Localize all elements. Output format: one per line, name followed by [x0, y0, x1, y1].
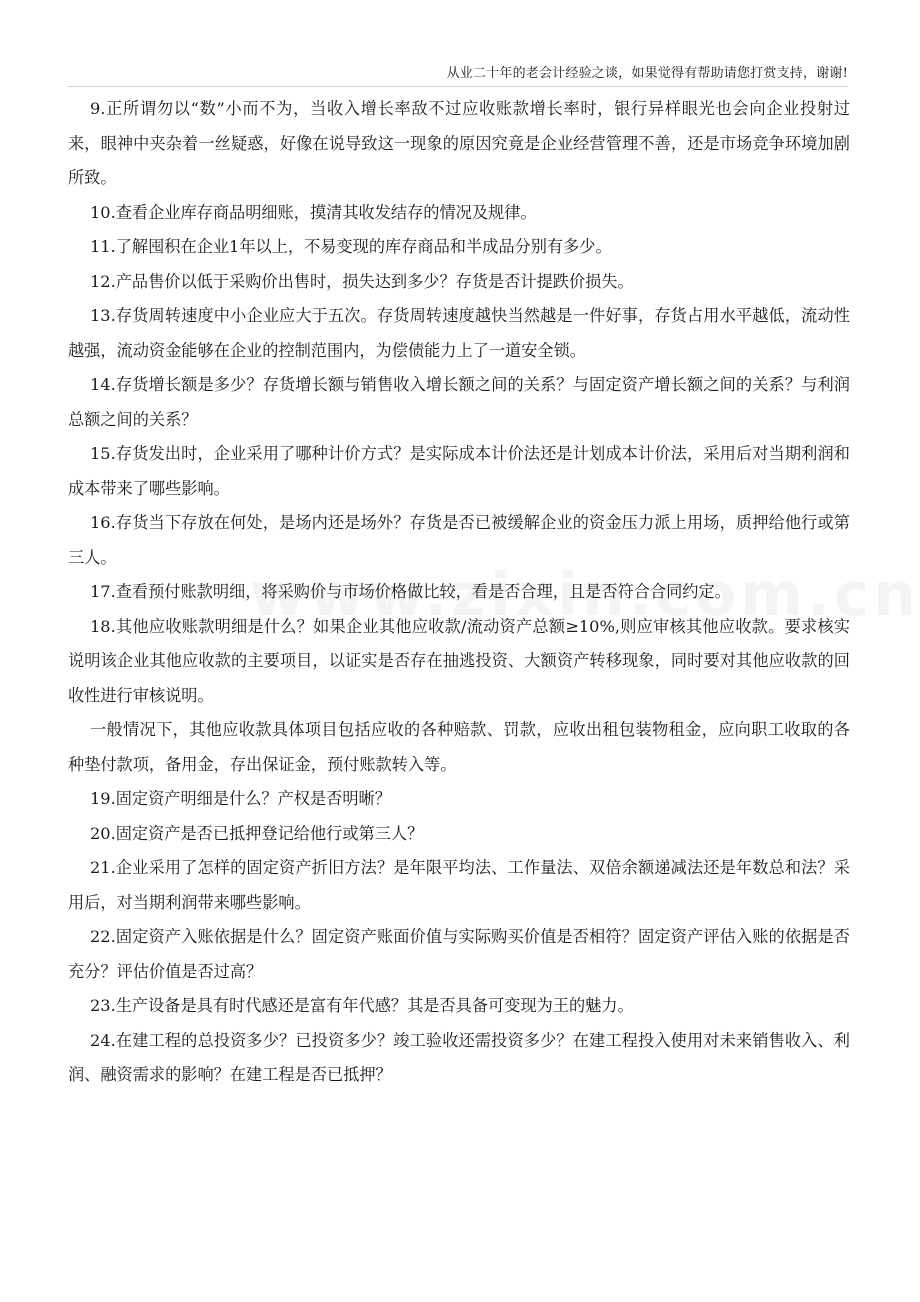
paragraph-17: 17.查看预付账款明细，将采购价与市场价格做比较，看是否合理，且是否符合合同约定。 — [90, 582, 731, 601]
paragraph-24: 24.在建工程的总投资多少？已投资多少？竣工验收还需投资多少？在建工程投入使用对未来销售收入、利润、融资需求的影响？在建工程是否已抵押？ — [68, 1030, 850, 1084]
page-header-slogan: 从业二十年的老会计经验之谈，如果觉得有帮助请您打赏支持，谢谢! — [446, 66, 848, 81]
paragraph-10: 10.查看企业库存商品明细账，摸清其收发结存的情况及规律。 — [90, 202, 537, 222]
paragraph-22: 22.固定资产入账依据是什么？固定资产账面价值与实际购买价值是否相符？固定资产评估入账的依据是否充分？评估价值是否过高？ — [68, 927, 850, 981]
paragraph-14: 14.存货增长额是多少？存货增长额与销售收入增长额之间的关系？与固定资产增长额之间的关系？与利润总额之间的关系？ — [68, 375, 850, 429]
paragraph-20: 20.固定资产是否已抵押登记给他行或第三人？ — [90, 823, 424, 843]
document-body — [68, 92, 850, 1093]
paragraph-13: 13.存货周转速度中小企业应大于五次。存货周转速度越快当然越是一件好事，存货占用水平越低，流动性越强，流动资金能够在企业的控制范围内，为偿债能力上了一道安全锁。 — [68, 306, 850, 360]
header-divider — [68, 86, 848, 87]
paragraph-21: 21.企业采用了怎样的固定资产折旧方法？是年限平均法、工作量法、双倍余额递减法还是年数总和法？采用后，对当期利润带来哪些影响。 — [68, 858, 850, 912]
paragraph-9: 9.正所谓勿以“数”小而不为，当收入增长率敌不过应收账款增长率时，银行异样眼光也会向企业投射过来，眼神中夹杂着一丝疑惑，好像在说导致这一现象的原因究竟是企业经营管理不善，还是市场竞争环境加剧所致。 — [68, 99, 850, 187]
paragraph-18-note: 一般情况下，其他应收款具体项目包括应收的各种赔款、罚款，应收出租包装物租金，应向职工收取的各种垫付款项，备用金，存出保证金，预付账款转入等。 — [68, 720, 850, 774]
paragraph-15: 15.存货发出时，企业采用了哪种计价方式？是实际成本计价法还是计划成本计价法，采用后对当期利润和成本带来了哪些影响。 — [68, 444, 850, 498]
paragraph-12: 12.产品售价以低于采购价出售时，损失达到多少？存货是否计提跌价损失。 — [90, 271, 634, 291]
paragraph-23: 23.生产设备是具有时代感还是富有年代感？其是否具备可变现为王的魅力。 — [90, 996, 634, 1015]
paragraph-18: 18.其他应收账款明细是什么？如果企业其他应收款/流动资产总额≥10%,则应审核其他应收款。要求核实说明该企业其他应收款的主要项目，以证实是否存在抽逃投资、大额资产转移现象，同时要对其他应收款的回收性进行审核说明。 — [68, 616, 850, 705]
paragraph-16: 16.存货当下存放在何处，是场内还是场外？存货是否已被缓解企业的资金压力派上用场，质押给他行或第三人。 — [68, 513, 850, 567]
paragraph-19: 19.固定资产明细是什么？产权是否明晰？ — [90, 789, 391, 808]
paragraph-11: 11.了解囤积在企业1年以上，不易变现的库存商品和半成品分别有多少。 — [90, 237, 612, 256]
